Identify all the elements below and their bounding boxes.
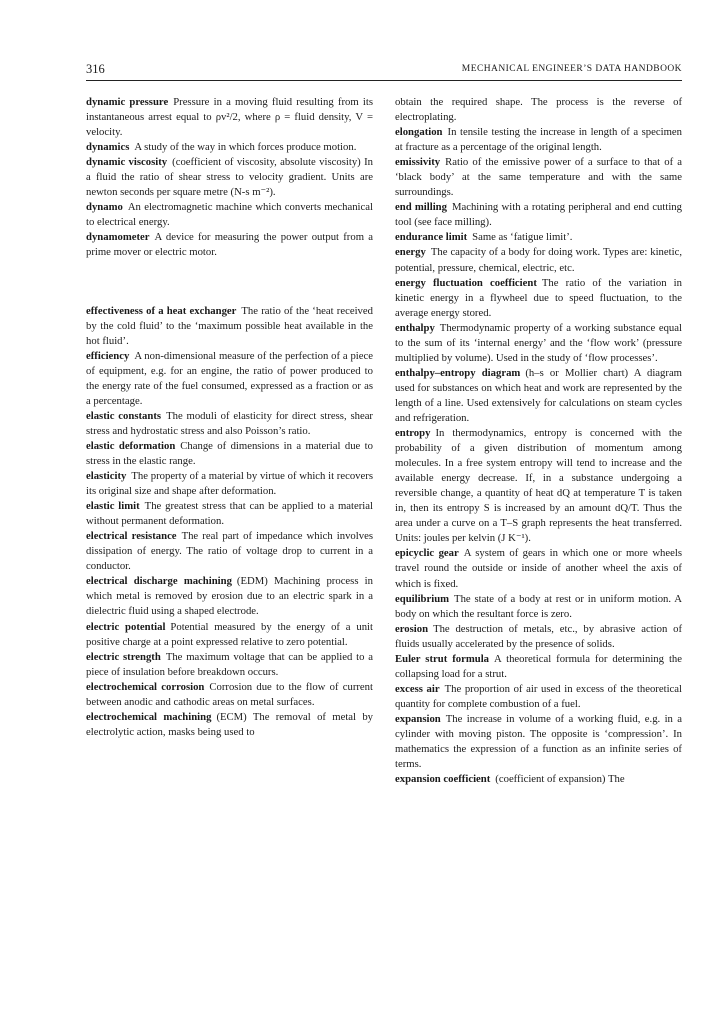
- entry-term: epicyclic gear: [395, 547, 459, 560]
- glossary-entry: [86, 620, 373, 650]
- glossary-entry: [395, 200, 682, 230]
- glossary-entry: [395, 772, 682, 787]
- glossary-entry: [395, 426, 682, 546]
- glossary-entry: [86, 529, 373, 574]
- glossary-entry: [86, 680, 373, 710]
- entry-term: enthalpy–entropy diagram: [395, 366, 521, 379]
- entry-term: energy: [395, 246, 426, 259]
- entry-definition: The capacity of a body for doing work. Types are: kinetic, potential, pressure, chemical, electric, etc.: [395, 246, 682, 274]
- glossary-entry: [86, 574, 373, 619]
- entry-definition: Ratio of the emissive power of a surface to that of a ‘black body’ at the same temperature and with the same surroundings.: [395, 156, 682, 199]
- entry-definition: obtain the required shape. The process is the reverse of electroplating.: [395, 96, 682, 124]
- entry-term: excess air: [395, 682, 440, 695]
- entry-term: electrochemical corrosion: [86, 680, 205, 693]
- right-column: [395, 95, 682, 787]
- glossary-entry: [86, 469, 373, 499]
- entry-term: emissivity: [395, 156, 441, 169]
- entry-definition: Corrosion due to the flow of current between anodic and cathodic areas on metal surfaces.: [86, 680, 373, 708]
- entry-definition: Potential measured by the energy of a unit positive charge at a point expressed relative to zero potential.: [86, 620, 373, 648]
- entry-term: efficiency: [86, 349, 130, 362]
- entry-definition: A study of the way in which forces produce motion.: [134, 141, 357, 154]
- entry-term: dynamic viscosity: [86, 156, 168, 169]
- entry-term: dynamo: [86, 201, 123, 214]
- entry-term: elasticity: [86, 470, 127, 483]
- entry-term: erosion: [395, 622, 429, 635]
- entry-definition: The moduli of elasticity for direct stress, shear stress and hydrostatic stress and also Poisson’s ratio.: [86, 409, 373, 437]
- page-header: [86, 60, 682, 81]
- glossary-entry: [86, 499, 373, 529]
- glossary-entry: [395, 546, 682, 591]
- glossary-entry: [86, 650, 373, 680]
- entry-term: end milling: [395, 201, 447, 214]
- entry-definition: Machining with a rotating peripheral and end cutting tool (see face milling).: [395, 201, 682, 229]
- entry-term: entropy: [395, 427, 431, 440]
- entry-term: dynamics: [86, 141, 130, 154]
- entry-term: electrical discharge machining: [86, 575, 232, 588]
- glossary-entry: [86, 140, 373, 155]
- glossary-entry: [395, 622, 682, 652]
- page-number: 316: [86, 62, 105, 76]
- entry-term: endurance limit: [395, 231, 468, 244]
- glossary-entry: [395, 230, 682, 245]
- entry-definition: The real part of impedance which involves dissipation of energy. The ratio of voltage drop to current in a conductor.: [86, 530, 373, 573]
- entry-term: enthalpy: [395, 321, 435, 334]
- entry-term: electrochemical machining: [86, 710, 212, 723]
- entry-definition: In tensile testing the increase in length of a specimen at fracture as a percentage of the original length.: [395, 126, 682, 154]
- glossary-entry: [395, 652, 682, 682]
- entry-term: effectiveness of a heat exchanger: [86, 304, 237, 317]
- entry-term: elastic deformation: [86, 439, 176, 452]
- glossary-entry: [86, 349, 373, 409]
- entry-definition: A non-dimensional measure of the perfection of a piece of equipment, e.g. for an engine, the ratio of power produced to the energy rate of the fuel consumed, expressed as a fraction or as a percentage.: [86, 349, 373, 407]
- entry-definition: The greatest stress that can be applied to a material without permanent deformation.: [86, 500, 373, 528]
- entry-definition: The ratio of the variation in kinetic energy in a flywheel due to speed fluctuation, to the average energy stored.: [395, 276, 682, 319]
- entry-term: electric potential: [86, 620, 166, 633]
- glossary-entry: [86, 409, 373, 439]
- entry-definition: Change of dimensions in a material due to stress in the elastic range.: [86, 439, 373, 467]
- entry-definition: (ECM) The removal of metal by electrolytic action, masks being used to: [86, 710, 374, 738]
- entry-definition: The state of a body at rest or in uniform motion. A body on which the resultant force is zero.: [395, 592, 682, 620]
- glossary-entry: [395, 712, 682, 772]
- entry-term: energy fluctuation coefficient: [395, 276, 537, 289]
- entry-definition: (coefficient of expansion) The: [495, 773, 625, 786]
- entry-term: dynamometer: [86, 231, 150, 244]
- glossary-entry: [86, 304, 373, 349]
- entry-term: Euler strut formula: [395, 652, 490, 665]
- left-column: [86, 95, 373, 740]
- entry-term: equilibrium: [395, 592, 450, 605]
- glossary-entry: [86, 155, 373, 200]
- entry-term: dynamic pressure: [86, 96, 169, 108]
- entry-definition: The maximum voltage that can be applied to a piece of insulation before breakdown occurs.: [86, 650, 373, 678]
- glossary-entry: [395, 125, 682, 155]
- entry-definition: A device for measuring the power output from a prime mover or electric motor.: [86, 231, 373, 259]
- entry-definition: (coefficient of viscosity, absolute viscosity) In a fluid the ratio of shear stress to velocity gradient. Units are newton seconds per square metre (N-s m⁻²).: [86, 156, 373, 199]
- entry-term: expansion coefficient: [395, 773, 491, 786]
- glossary-entry-continuation: [395, 95, 682, 125]
- glossary-entry: [86, 230, 373, 260]
- entry-definition: A system of gears in which one or more wheels travel round the outside or inside of another wheel the axis of which is fixed.: [395, 547, 682, 590]
- entry-definition: Thermodynamic property of a working substance equal to the sum of its ‘internal energy’ and the ‘flow work’ (pressure multiplied by volume). Used in the study of ‘flow processes’.: [395, 321, 682, 364]
- entry-definition: Pressure in a moving fluid resulting from its instantaneous arrest equal to ρv²/2, where ρ = fluid density, V = velocity.: [86, 96, 373, 139]
- entry-definition: The property of a material by virtue of which it recovers its original size and shape after deformation.: [86, 470, 373, 498]
- entry-term: elongation: [395, 126, 443, 139]
- entry-term: electric strength: [86, 650, 161, 663]
- entry-term: elastic limit: [86, 500, 140, 513]
- glossary-entry: [86, 200, 373, 230]
- glossary-entry: [395, 155, 682, 200]
- entry-definition: The ratio of the ‘heat received by the cold fluid’ to the ‘maximum possible heat available in the hot fluid’.: [86, 304, 373, 347]
- entry-definition: (h–s or Mollier chart) A diagram used for substances on which heat and work are represented by the length of a line. Used extensively for calculations on steam cycles and refrigeration.: [395, 366, 682, 424]
- entry-term: elastic constants: [86, 409, 162, 422]
- entry-definition: A theoretical formula for determining the collapsing load for a strut.: [395, 652, 682, 680]
- glossary-entry: [395, 682, 682, 712]
- running-title: MECHANICAL ENGINEER’S DATA HANDBOOK: [461, 64, 682, 74]
- glossary-entry: [395, 245, 682, 275]
- entry-definition: The destruction of metals, etc., by abrasive action of fluids usually accelerated by the presence of solids.: [395, 622, 682, 650]
- glossary-entry: [86, 95, 373, 140]
- entry-definition: An electromagnetic machine which converts mechanical to electrical energy.: [86, 201, 373, 229]
- glossary-entry: [395, 321, 682, 366]
- glossary-entry: [395, 276, 682, 321]
- glossary-entry: [86, 710, 373, 740]
- entry-definition: The proportion of air used in excess of the theoretical quantity for complete combustion of a fuel.: [395, 682, 682, 710]
- glossary-entry: [395, 592, 682, 622]
- entry-term: expansion: [395, 712, 441, 725]
- entry-definition: The increase in volume of a working fluid, e.g. in a cylinder with moving piston. The opposite is ‘compression’. In mathematics the expression of a function as an infinite series of terms.: [395, 712, 682, 771]
- entry-definition: In thermodynamics, entropy is concerned with the probability of a given distribution of momentum among molecules. In a free system entropy will tend to increase and the available energy decrease. If, in a substance undergoing a reversible change, a quantity of heat dQ at temperature T is taken in, then its entropy S is increased by an amount dQ/T. Thus the area under a curve on a T–S graph represents the heat transferred. Units: joules per kelvin (J K⁻¹).: [395, 427, 682, 545]
- entry-term: electrical resistance: [86, 530, 177, 543]
- entry-definition: Same as ‘fatigue limit’.: [472, 231, 573, 244]
- glossary-entry: [86, 439, 373, 469]
- glossary-entry: [395, 366, 682, 426]
- entry-definition: (EDM) Machining process in which metal is removed by erosion due to an electric spark in a dielectric fluid using a shaped electrode.: [86, 575, 373, 618]
